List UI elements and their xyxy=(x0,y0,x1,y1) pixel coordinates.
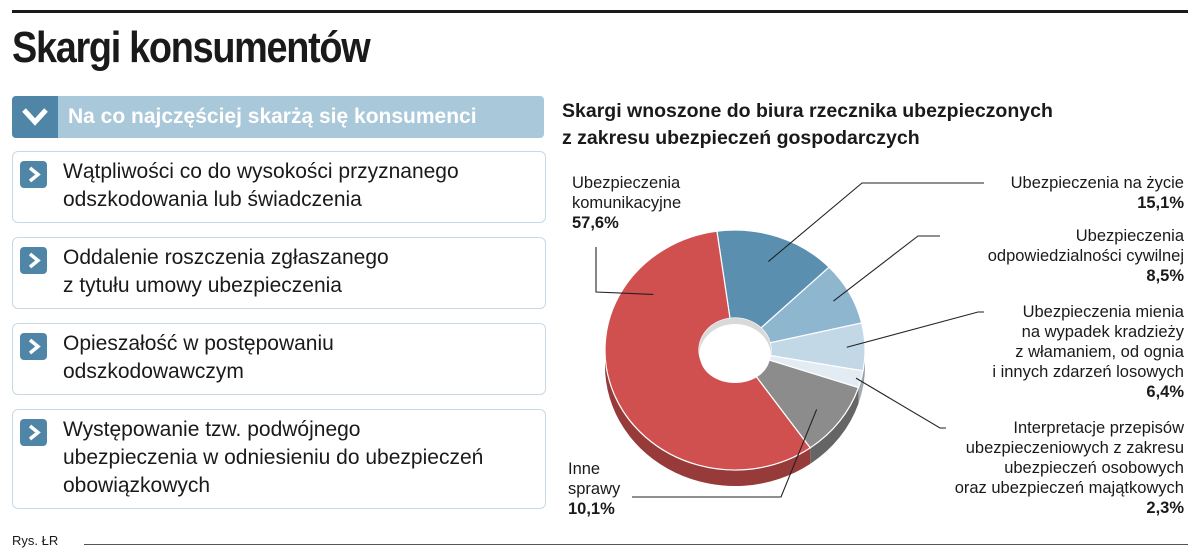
chart-title-line: z zakresu ubezpieczeń gospodarczych xyxy=(562,127,920,149)
slice-label-line: na wypadek kradzieży xyxy=(1021,323,1184,341)
slice-label-line: i innych zdarzeń losowych xyxy=(992,363,1184,381)
list-item-line: z tytułu umowy ubezpieczenia xyxy=(63,274,342,297)
slice-label-interpretacje xyxy=(955,418,1184,518)
list-item-line: ubezpieczenia w odniesieniu do ubezpieczeń xyxy=(63,446,484,469)
slice-label-line: ubezpieczeniowych z zakresu xyxy=(965,439,1184,457)
panel-heading: Na co najczęściej skarżą się konsumenci xyxy=(68,105,477,128)
list-item-line: Występowanie tzw. podwójnego xyxy=(63,418,361,441)
slice-label-mienie xyxy=(992,302,1184,402)
donut-hole-floor xyxy=(700,329,770,383)
source-credit: Rys. ŁR xyxy=(12,533,59,548)
slice-label-line: Interpretacje przepisów xyxy=(1013,419,1184,437)
slice-label-line: oraz ubezpieczeń majątkowych xyxy=(954,479,1184,497)
slice-label-line: Inne xyxy=(568,460,601,478)
slice-label-line: z włamaniem, od ognia xyxy=(1015,343,1184,361)
list-item-line: odszkodowawczym xyxy=(63,360,244,383)
slice-label-line: ubezpieczeń osobowych xyxy=(1004,459,1184,477)
slice-label-line: Ubezpieczenia na życie xyxy=(1010,174,1184,192)
slice-value-label: 2,3% xyxy=(1146,499,1184,517)
slice-value-label: 10,1% xyxy=(568,500,615,518)
slice-label-inne xyxy=(568,459,620,519)
slice-value-label: 57,6% xyxy=(572,214,619,232)
slice-label-line: Ubezpieczenia mienia xyxy=(1022,303,1184,321)
list-item-line: Oddalenie roszczenia zgłaszanego xyxy=(63,246,389,269)
slice-value-label: 8,5% xyxy=(1146,267,1184,285)
slice-label-line: sprawy xyxy=(568,480,621,498)
slice-label-line: Ubezpieczenia xyxy=(572,174,681,192)
page-title: Skargi konsumentów xyxy=(12,23,370,72)
slice-label-oc xyxy=(988,226,1184,286)
chart-title-line: Skargi wnoszone do biura rzecznika ubezpieczonych xyxy=(562,100,1053,122)
slice-label-line: komunikacyjne xyxy=(572,194,682,212)
list-item-line: Wątpliwości co do wysokości przyznanego xyxy=(63,160,459,183)
bottom-rule xyxy=(84,544,1188,545)
slice-value-label: 6,4% xyxy=(1146,383,1184,401)
leader-line-2 xyxy=(847,312,984,347)
slice-label-line: odpowiedzialności cywilnej xyxy=(987,247,1184,265)
slice-label-zycie xyxy=(1011,173,1184,213)
slice-value-label: 15,1% xyxy=(1137,194,1184,212)
leader-line-1 xyxy=(833,236,940,301)
slice-label-komunikacyjne xyxy=(572,173,681,233)
list-item-line: odszkodowania lub świadczenia xyxy=(63,188,362,211)
list-item-line: Opieszałość w postępowaniu xyxy=(63,332,334,355)
list-item-line: obowiązkowych xyxy=(63,474,211,497)
leader-line-3 xyxy=(856,378,946,428)
slice-label-line: Ubezpieczenia xyxy=(1075,227,1184,245)
